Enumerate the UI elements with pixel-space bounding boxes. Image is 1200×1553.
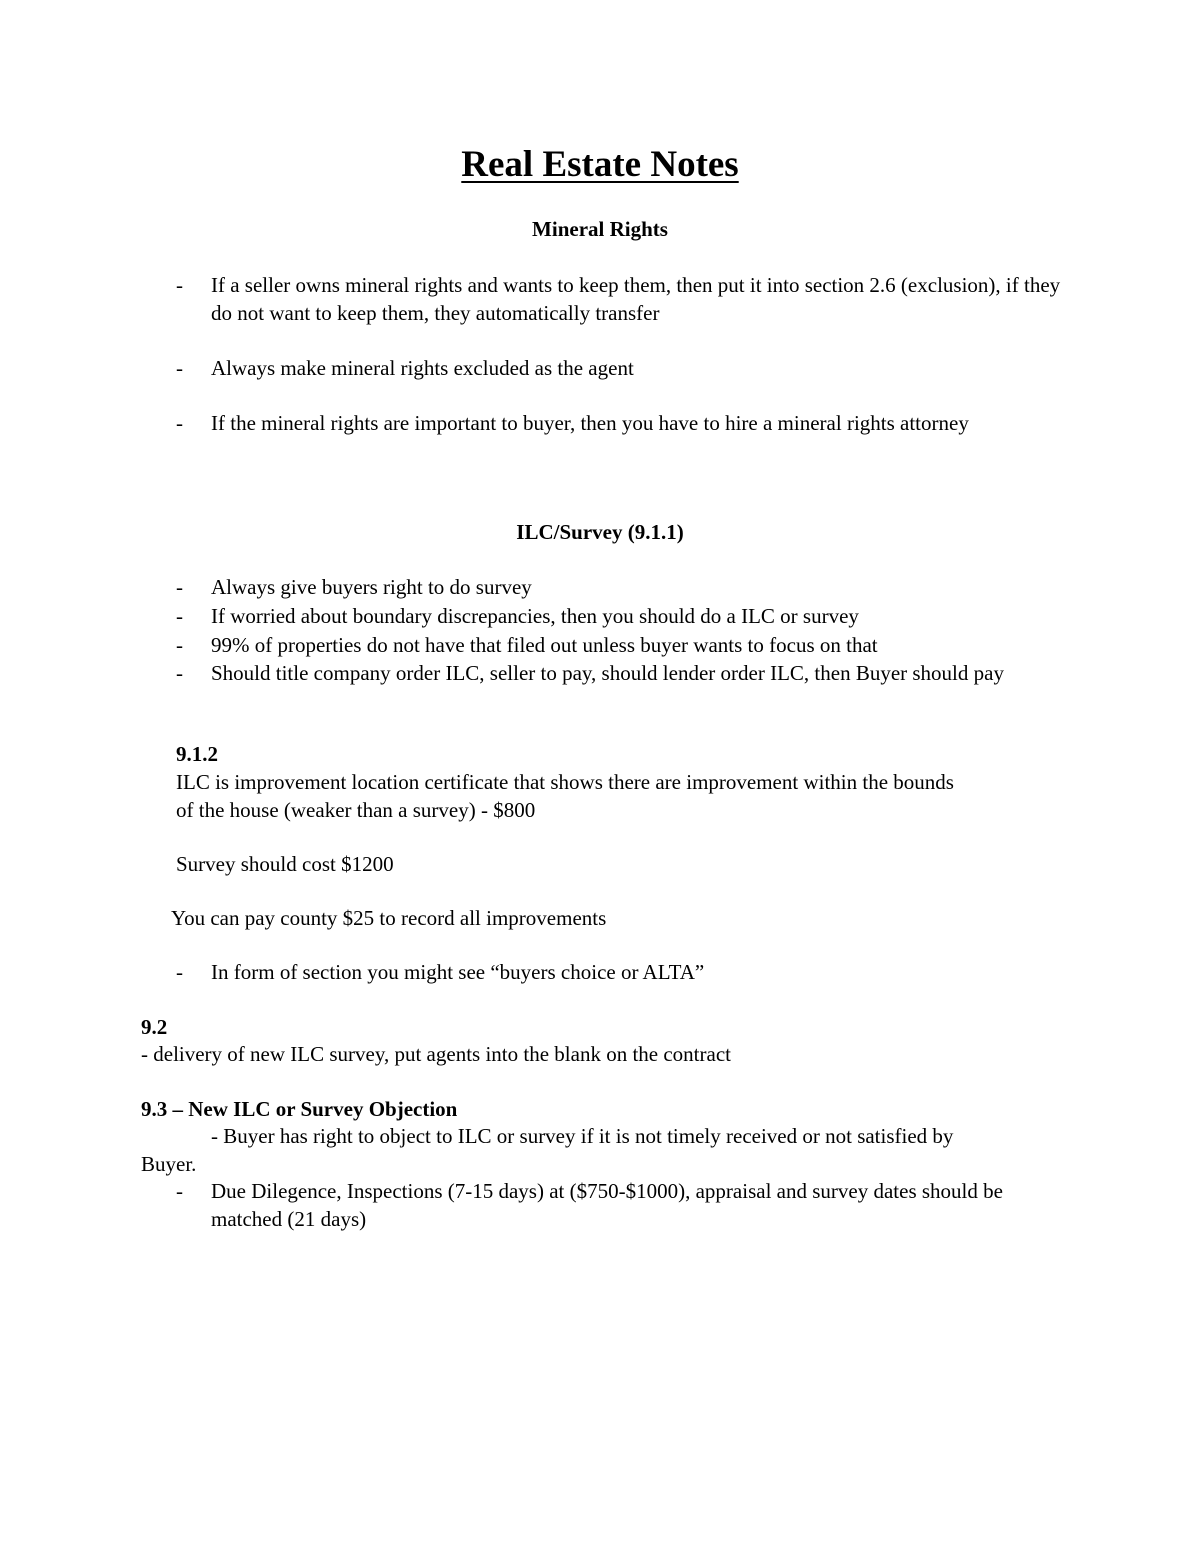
section-heading-mineral-rights: Mineral Rights — [532, 217, 668, 241]
bullet-dash: - — [176, 356, 183, 380]
paragraph-county: You can pay county $25 to record all improvements — [171, 906, 607, 930]
list-item: In form of section you might see “buyers choice or ALTA” — [211, 960, 705, 984]
list-item: If a seller owns mineral rights and wants to keep them, then put it into section 2.6 (exclusion), if they do not want to keep them, they automatically transfer — [211, 273, 1061, 325]
bullet-dash: - — [176, 604, 183, 628]
bullet-dash: - — [176, 661, 183, 685]
list-item: Due Dilegence, Inspections (7-15 days) at ($750-$1000), appraisal and survey dates should be matched (21 days) — [211, 1179, 1003, 1231]
paragraph-survey-cost: Survey should cost $1200 — [176, 852, 394, 876]
bullet-dash: - — [176, 960, 183, 984]
list-item: Should title company order ILC, seller to pay, should lender order ILC, then Buyer should pay — [211, 661, 1004, 685]
bullet-dash: - — [176, 1179, 183, 1203]
section-heading-9-3: 9.3 – New ILC or Survey Objection — [141, 1097, 458, 1121]
list-item: 99% of properties do not have that filed out unless buyer wants to focus on that — [211, 633, 878, 657]
bullet-dash: - — [176, 273, 183, 297]
section-heading-ilc-survey: ILC/Survey (9.1.1) — [516, 520, 684, 544]
section-heading-9-1-2: 9.1.2 — [176, 742, 218, 766]
list-item: Always make mineral rights excluded as the agent — [211, 356, 634, 380]
paragraph-line: - Buyer has right to object to ILC or survey if it is not timely received or not satisfied by — [211, 1124, 954, 1148]
paragraph-line: of the house (weaker than a survey) - $800 — [176, 798, 536, 822]
paragraph-line: - delivery of new ILC survey, put agents into the blank on the contract — [141, 1042, 731, 1066]
paragraph-line: Buyer. — [141, 1152, 197, 1176]
bullet-dash: - — [176, 575, 183, 599]
list-item: Always give buyers right to do survey — [211, 575, 532, 599]
paragraph-line: ILC is improvement location certificate that shows there are improvement within the bounds — [176, 770, 954, 794]
page-title: Real Estate Notes — [461, 144, 739, 185]
list-item: If the mineral rights are important to buyer, then you have to hire a mineral rights attorney — [211, 411, 969, 435]
section-heading-9-2: 9.2 — [141, 1015, 168, 1039]
bullet-dash: - — [176, 633, 183, 657]
bullet-dash: - — [176, 411, 183, 435]
list-item: If worried about boundary discrepancies, then you should do a ILC or survey — [211, 604, 859, 628]
